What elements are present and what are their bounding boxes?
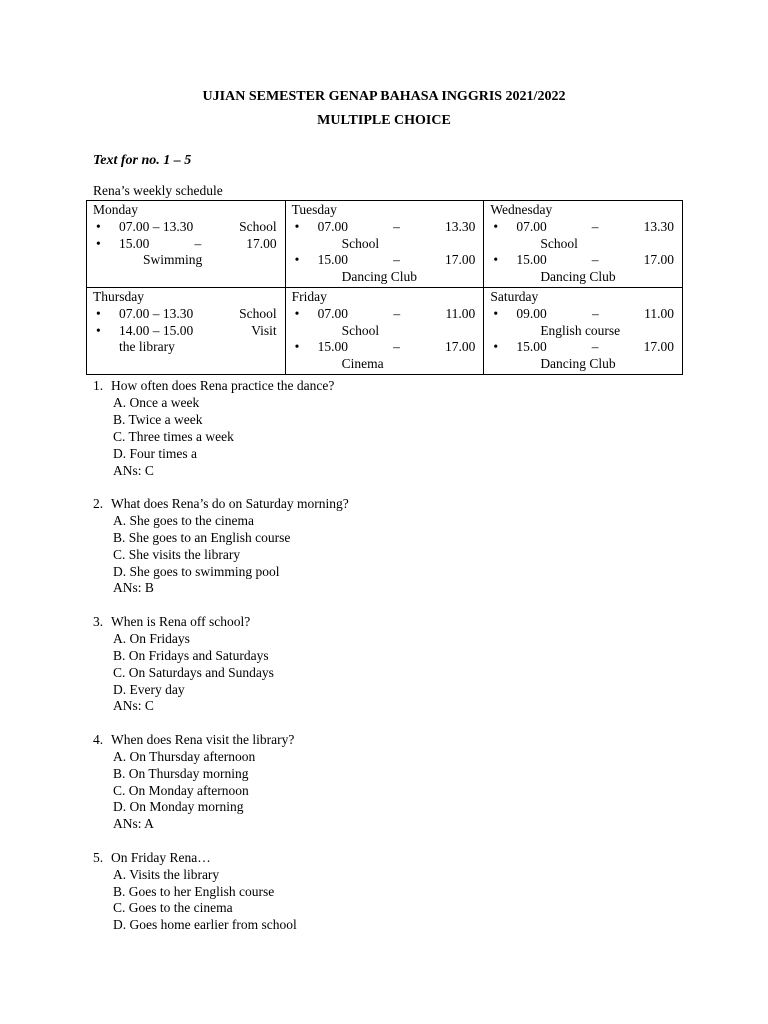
entry-time-start: 15.00 <box>516 252 547 268</box>
question-number: 1. <box>93 378 104 393</box>
question-number: 2. <box>93 495 104 511</box>
exam-subtitle: MULTIPLE CHOICE <box>317 113 451 128</box>
entry-activity: Dancing Club <box>540 269 616 285</box>
text-for-label: Text for no. 1 – 5 <box>93 153 192 168</box>
bullet-icon: • <box>294 305 300 321</box>
question-text: When does Rena visit the library? <box>111 731 295 747</box>
question-5 <box>93 850 713 935</box>
bullet-icon: • <box>294 218 300 234</box>
question-number: 3. <box>93 613 104 629</box>
schedule-cell-monday <box>87 201 286 288</box>
option-b: B. On Fridays and Saturdays <box>113 647 269 663</box>
entry-time: 07.00 – 13.30 <box>119 218 194 234</box>
day-name: Saturday <box>490 288 539 304</box>
question-number: 5. <box>93 849 104 865</box>
entry-time-end: 17.00 <box>246 235 277 251</box>
entry-time-start: 07.00 <box>317 218 349 234</box>
bullet-icon: • <box>96 305 101 321</box>
question-1 <box>93 378 713 479</box>
option-a: A. She goes to the cinema <box>113 512 254 528</box>
schedule-entry <box>93 323 277 357</box>
entry-dash: – <box>393 252 400 268</box>
bullet-icon: • <box>96 235 101 251</box>
answer-key: ANs: A <box>113 816 154 832</box>
entry-time-end: 17.00 <box>444 339 476 355</box>
entry-activity: English course <box>540 322 621 338</box>
option-a: A. On Fridays <box>113 630 190 646</box>
exam-title: UJIAN SEMESTER GENAP BAHASA INGGRIS 2021/2022 <box>202 89 566 104</box>
answer-key: ANs: B <box>113 580 154 596</box>
question-text: On Friday Rena… <box>111 849 211 865</box>
day-name: Friday <box>291 288 327 304</box>
entry-dash: – <box>393 218 400 234</box>
entry-dash: – <box>592 305 599 321</box>
entry-time-end: 17.00 <box>643 252 674 268</box>
question-4 <box>93 732 713 833</box>
bullet-icon: • <box>294 252 300 268</box>
bullet-icon: • <box>493 252 499 268</box>
option-d: D. She goes to swimming pool <box>113 563 280 579</box>
option-d: D. Goes home earlier from school <box>113 917 297 933</box>
schedule-cell-tuesday <box>285 201 484 288</box>
schedule-entry <box>490 252 674 286</box>
question-3 <box>93 614 713 715</box>
entry-time-start: 15.00 <box>317 252 349 268</box>
entry-time-end: 17.00 <box>643 339 674 355</box>
entry-time-end: 13.30 <box>643 218 674 234</box>
entry-activity: School <box>341 235 380 251</box>
entry-activity: Dancing Club <box>540 356 616 372</box>
entry-time-end: 17.00 <box>444 252 476 268</box>
schedule-caption: Rena’s weekly schedule <box>93 183 223 198</box>
question-2 <box>93 496 713 597</box>
entry-time-start: 15.00 <box>317 339 349 355</box>
schedule-cell-saturday <box>484 287 683 374</box>
entry-time-start: 15.00 <box>516 339 547 355</box>
entry-activity: Swimming <box>143 252 203 268</box>
option-a: A. On Thursday afternoon <box>113 748 256 764</box>
option-a: A. Once a week <box>113 394 200 410</box>
entry-dash: – <box>194 235 202 251</box>
option-b: B. Twice a week <box>113 411 203 427</box>
bullet-icon: • <box>493 218 499 234</box>
question-text: What does Rena’s do on Saturday morning? <box>111 495 349 511</box>
schedule-entry <box>490 306 674 340</box>
entry-time: 07.00 – 13.30 <box>119 305 194 321</box>
schedule-entry <box>93 306 277 323</box>
entry-time: 14.00 – 15.00 <box>119 322 194 338</box>
entry-time-start: 07.00 <box>317 305 349 321</box>
option-b: B. On Thursday morning <box>113 765 249 781</box>
option-c: C. Three times a week <box>113 428 234 444</box>
schedule-entry <box>93 219 277 236</box>
question-list <box>93 378 713 951</box>
question-number: 4. <box>93 731 104 747</box>
schedule-entry <box>490 219 674 253</box>
bullet-icon: • <box>294 339 300 355</box>
entry-activity: School <box>341 322 380 338</box>
option-b: B. Goes to her English course <box>113 883 275 899</box>
answer-key: ANs: C <box>113 698 154 714</box>
day-name: Tuesday <box>291 202 337 217</box>
option-c: C. On Monday afternoon <box>113 782 249 798</box>
weekly-schedule-table <box>86 200 683 375</box>
entry-activity: Cinema <box>341 356 384 372</box>
schedule-entry <box>292 219 476 253</box>
question-text: How often does Rena practice the dance? <box>111 378 335 393</box>
bullet-icon: • <box>493 339 499 355</box>
entry-dash: – <box>591 252 599 268</box>
day-name: Wednesday <box>490 202 553 217</box>
entry-activity: School <box>540 235 578 251</box>
entry-time-start: 15.00 <box>119 235 150 251</box>
option-d: D. On Monday morning <box>113 799 244 815</box>
entry-activity: Visit <box>251 322 277 338</box>
day-name: Monday <box>93 202 138 217</box>
entry-dash: – <box>591 339 599 355</box>
schedule-entry <box>292 252 476 286</box>
schedule-entry <box>292 306 476 340</box>
entry-time-end: 13.30 <box>444 218 476 234</box>
option-d: D. Four times a <box>113 445 197 461</box>
schedule-entry <box>93 236 277 270</box>
entry-time-start: 07.00 <box>516 218 547 234</box>
schedule-entry <box>490 339 674 373</box>
schedule-cell-thursday <box>87 287 286 374</box>
entry-dash: – <box>591 218 599 234</box>
option-c: C. She visits the library <box>113 546 241 562</box>
option-c: C. Goes to the cinema <box>113 900 233 916</box>
entry-dash: – <box>393 305 401 321</box>
option-c: C. On Saturdays and Sundays <box>113 664 274 680</box>
question-text: When is Rena off school? <box>111 613 251 629</box>
answer-key: ANs: C <box>113 462 154 478</box>
schedule-cell-friday <box>285 287 484 374</box>
entry-activity: School <box>239 218 277 234</box>
day-name: Thursday <box>93 288 144 304</box>
entry-time-start: 09.00 <box>516 305 547 321</box>
entry-activity-continued: the library <box>119 339 175 355</box>
schedule-cell-wednesday <box>484 201 683 288</box>
entry-time-end: 11.00 <box>644 305 674 321</box>
entry-activity: Dancing Club <box>341 269 418 285</box>
bullet-icon: • <box>96 322 101 338</box>
entry-time-end: 11.00 <box>445 305 476 321</box>
entry-activity: School <box>239 305 277 321</box>
option-a: A. Visits the library <box>113 866 220 882</box>
option-d: D. Every day <box>113 681 185 697</box>
option-b: B. She goes to an English course <box>113 529 291 545</box>
schedule-entry <box>292 339 476 373</box>
bullet-icon: • <box>96 218 101 234</box>
bullet-icon: • <box>493 305 499 321</box>
entry-dash: – <box>393 339 400 355</box>
